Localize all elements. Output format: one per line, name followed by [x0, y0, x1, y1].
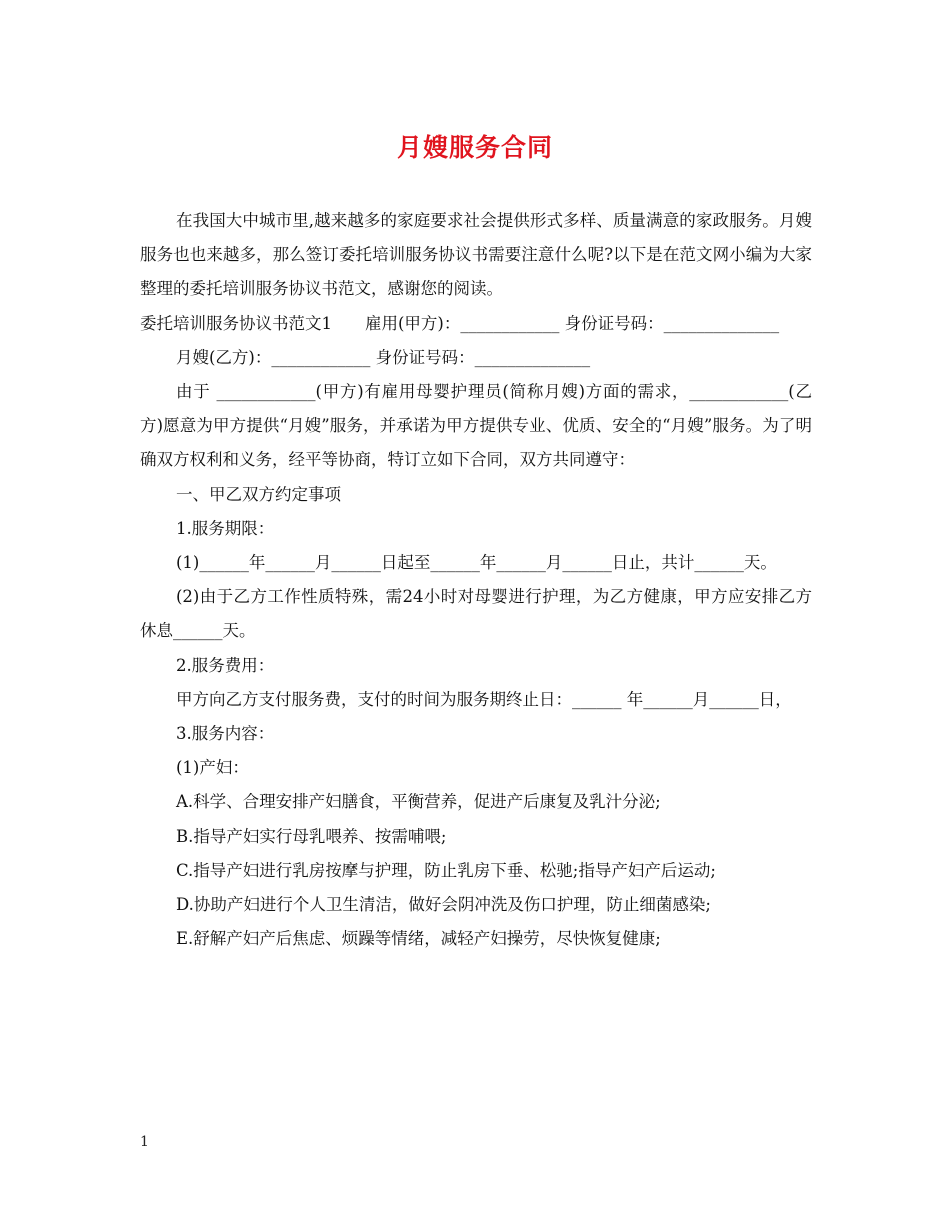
list-item: D.协助产妇进行个人卫生清洁，做好会阴冲洗及伤口护理，防止细菌感染;: [176, 895, 711, 915]
document-title: 月嫂服务合同: [396, 133, 553, 162]
list-item: C.指导产妇进行乳房按摩与护理，防止乳房下垂、松驰;指导产妇产后运动;: [176, 860, 716, 880]
employer-line: 委托培训服务协议书范文1 雇用(甲方)：____________ 身份证号码：______________: [140, 313, 780, 333]
page-number: 1: [140, 1134, 149, 1150]
clause-heading: 1.服务期限：: [176, 518, 275, 538]
clause-item: (1)______年______月______日起至______年______月______日止，共计______天。: [176, 553, 777, 573]
clause-subheading: (1)产妇：: [176, 758, 249, 778]
section-heading: 一、甲乙双方约定事项: [176, 484, 341, 504]
clause-heading: 2.服务费用：: [176, 655, 275, 675]
preamble-paragraph: 由于 ____________(甲方)有雇用母婴护理员(简称月嫂)方面的需求，____________(乙方)愿意为甲方提供“月嫂”服务，并承诺为甲方提供专业、优质、安全的“月嫂”服务。为了明确双方权利和义务，经平等协商，特订立如下合同，双方共同遵守：: [140, 382, 812, 470]
document-body: [140, 204, 812, 956]
clause-heading: 3.服务内容：: [176, 724, 275, 744]
maternity-matron-line: 月嫂(乙方)：____________ 身份证号码：______________: [176, 347, 591, 367]
list-item: A.科学、合理安排产妇膳食，平衡营养，促进产后康复及乳汁分泌;: [176, 792, 661, 812]
clause-item: (2)由于乙方工作性质特殊，需24小时对母婴进行护理，为乙方健康，甲方应安排乙方休息______天。: [140, 587, 812, 641]
clause-item: 甲方向乙方支付服务费，支付的时间为服务期终止日：______ 年______月______日，: [176, 689, 792, 709]
list-item: B.指导产妇实行母乳喂养、按需哺喂;: [176, 826, 447, 846]
list-item: E.舒解产妇产后焦虑、烦躁等情绪，减轻产妇操劳，尽快恢复健康;: [176, 929, 661, 949]
intro-paragraph: 在我国大中城市里,越来越多的家庭要求社会提供形式多样、质量满意的家政服务。月嫂服务也也来越多，那么签订委托培训服务协议书需要注意什么呢?以下是在范文网小编为大家整理的委托培训服务协议书范文，感谢您的阅读。: [140, 211, 812, 299]
